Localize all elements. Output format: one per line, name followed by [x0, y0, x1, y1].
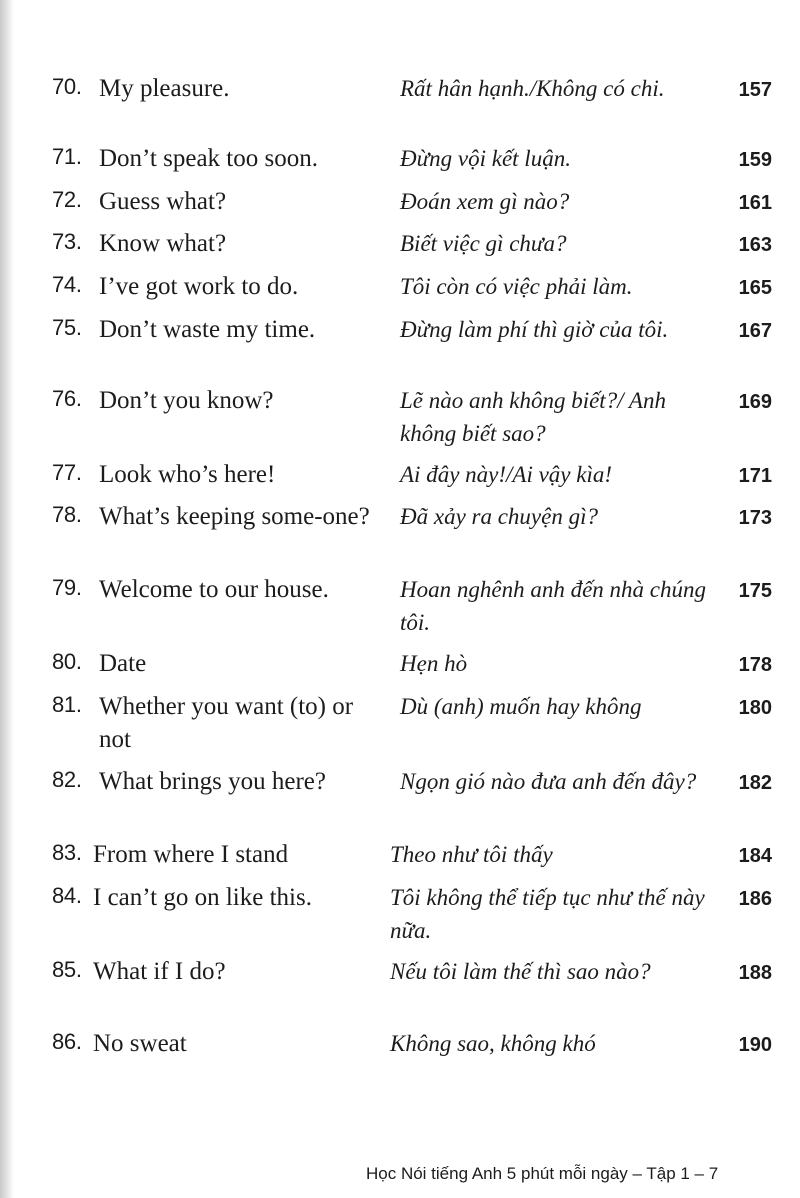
page-number: 169: [738, 391, 772, 413]
vietnamese-translation: Dù (anh) muốn hay không: [400, 694, 642, 719]
page-number: 180: [738, 697, 772, 719]
english-phrase: Look who’s here!: [99, 461, 276, 488]
vietnamese-translation: Đừng làm phí thì giờ của tôi.: [400, 317, 669, 342]
english-phrase: I’ve got work to do.: [99, 273, 299, 300]
page-number: 167: [738, 320, 772, 342]
entry-number: 73.: [52, 229, 82, 254]
vietnamese-translation: Đừng vội kết luận.: [400, 146, 571, 171]
page-number: 159: [738, 149, 772, 171]
entry-number: 78.: [52, 502, 82, 527]
page-number: 178: [738, 654, 772, 676]
english-phrase: What’s keeping some-one?: [99, 503, 370, 530]
page-number: 165: [738, 277, 772, 299]
english-phrase: No sweat: [93, 1030, 187, 1057]
entry-number: 82.: [52, 767, 82, 792]
vietnamese-translation: Biết việc gì chưa?: [400, 231, 567, 256]
entry-number: 86.: [52, 1029, 82, 1054]
english-phrase: Date: [99, 650, 147, 677]
entry-number: 83.: [52, 840, 82, 865]
vietnamese-translation: Tôi không thể tiếp tục như thế này nữa.: [390, 885, 705, 943]
page-number: 184: [738, 845, 772, 867]
english-phrase: What brings you here?: [99, 768, 327, 795]
english-phrase: Guess what?: [99, 188, 227, 215]
entry-number: 72.: [52, 187, 82, 212]
english-phrase: Don’t waste my time.: [99, 316, 316, 343]
entry-number: 77.: [52, 460, 82, 485]
entry-number: 74.: [52, 272, 82, 297]
page-number: 171: [738, 465, 772, 487]
page-number: 190: [738, 1034, 772, 1056]
vietnamese-translation: Tôi còn có việc phải làm.: [400, 274, 633, 299]
page-number: 186: [738, 888, 772, 910]
entry-number: 76.: [52, 386, 82, 411]
entry-number: 84.: [52, 883, 82, 908]
english-phrase: Don’t speak too soon.: [99, 145, 318, 172]
english-phrase: Whether you want (to) or not: [99, 693, 354, 753]
page-number: 163: [738, 234, 772, 256]
english-phrase: What if I do?: [93, 958, 226, 985]
english-phrase: Know what?: [99, 230, 227, 257]
vietnamese-translation: Đoán xem gì nào?: [400, 189, 570, 214]
vietnamese-translation: Nếu tôi làm thế thì sao nào?: [390, 959, 651, 984]
page-number: 161: [738, 192, 772, 214]
page-number: 157: [738, 79, 772, 101]
vietnamese-translation: Không sao, không khó: [390, 1031, 596, 1056]
vietnamese-translation: Theo như tôi thấy: [390, 842, 553, 867]
entry-number: 85.: [52, 957, 82, 982]
entry-number: 80.: [52, 649, 82, 674]
entry-number: 70.: [52, 74, 82, 99]
english-phrase: Don’t you know?: [99, 387, 274, 414]
page-number: 182: [738, 772, 772, 794]
vietnamese-translation: Hoan nghênh anh đến nhà chúng tôi.: [400, 577, 706, 635]
page-footer: Học Nói tiếng Anh 5 phút mỗi ngày – Tập 1 – 7: [366, 1164, 719, 1183]
vietnamese-translation: Ai đây này!/Ai vậy kìa!: [400, 462, 613, 487]
vietnamese-translation: Lẽ nào anh không biết?/ Anh không biết sao?: [400, 388, 666, 446]
entry-number: 71.: [52, 144, 82, 169]
entry-number: 75.: [52, 315, 82, 340]
vietnamese-translation: Đã xảy ra chuyện gì?: [400, 504, 598, 529]
english-phrase: Welcome to our house.: [99, 576, 329, 603]
page-number: 175: [738, 580, 772, 602]
entry-number: 79.: [52, 575, 82, 600]
english-phrase: From where I stand: [93, 841, 289, 868]
entry-number: 81.: [52, 692, 82, 717]
page-number: 188: [738, 962, 772, 984]
vietnamese-translation: Ngọn gió nào đưa anh đến đây?: [400, 769, 697, 794]
english-phrase: I can’t go on like this.: [93, 884, 312, 911]
page-number: 173: [738, 507, 772, 529]
vietnamese-translation: Rất hân hạnh./Không có chi.: [400, 76, 665, 101]
english-phrase: My pleasure.: [99, 75, 230, 102]
vietnamese-translation: Hẹn hò: [400, 651, 468, 676]
